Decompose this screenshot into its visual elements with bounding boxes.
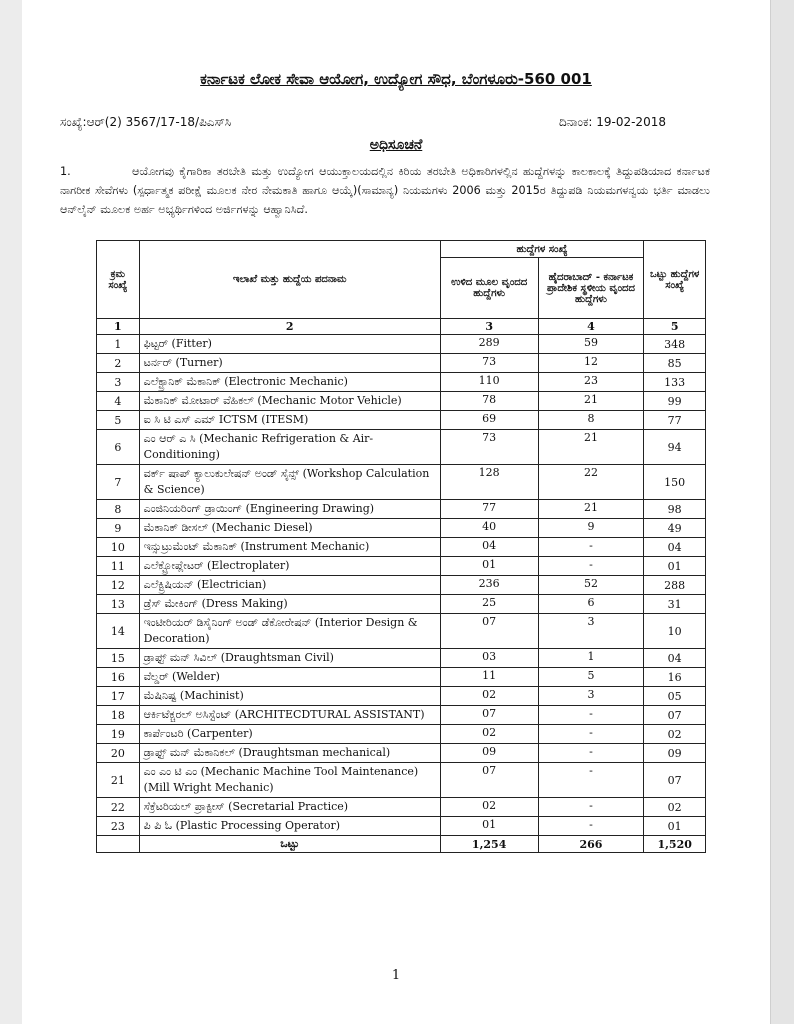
hk-posts-cell: 9	[538, 519, 644, 538]
serial-number-cell: 16	[97, 668, 140, 687]
hk-posts-cell: 21	[538, 392, 644, 411]
table-row	[97, 706, 706, 725]
table-row	[97, 538, 706, 557]
header-group: ಹುದ್ದೆಗಳ ಸಂಖ್ಯೆ	[440, 241, 644, 258]
hk-posts-cell: 3	[538, 687, 644, 706]
serial-number-cell: 12	[97, 576, 140, 595]
total-posts-cell: 04	[644, 649, 706, 668]
table-row	[97, 668, 706, 687]
total-posts-cell: 288	[644, 576, 706, 595]
residual-posts-cell: 09	[440, 744, 538, 763]
document-page	[22, 0, 770, 1024]
table-row	[97, 576, 706, 595]
serial-number-cell: 21	[97, 763, 140, 798]
serial-number-cell: 9	[97, 519, 140, 538]
table-row	[97, 817, 706, 836]
hk-posts-cell: -	[538, 725, 644, 744]
residual-posts-cell: 236	[440, 576, 538, 595]
total-hk-cell: 266	[538, 836, 644, 853]
table-row	[97, 744, 706, 763]
residual-posts-cell: 77	[440, 500, 538, 519]
serial-number-cell: 8	[97, 500, 140, 519]
reference-number: ಸಂಖ್ಯೆ:ಆರ್(2) 3567/17-18/ಪಿಎಸ್‌ಸಿ	[60, 115, 232, 129]
total-posts-cell: 02	[644, 725, 706, 744]
table-row	[97, 519, 706, 538]
post-name-cell: ಎಲೆಕ್ಟ್ರೋಪ್ಲೇಟರ್ (Electroplater)	[139, 557, 440, 576]
table-row	[97, 465, 706, 500]
total-posts-sum-cell: 1,520	[644, 836, 706, 853]
total-posts-cell: 10	[644, 614, 706, 649]
post-name-cell: ಎಲೆಕ್ಟ್ರಾನಿಕ್ ಮೆಕಾನಿಕ್ (Electronic Mechanic)	[139, 373, 440, 392]
total-posts-cell: 77	[644, 411, 706, 430]
total-posts-cell: 02	[644, 798, 706, 817]
notification-heading: ಅಧಿಸೂಚನೆ	[369, 137, 423, 153]
serial-number-cell: 7	[97, 465, 140, 500]
hk-posts-cell: 21	[538, 500, 644, 519]
hk-posts-cell: -	[538, 798, 644, 817]
residual-posts-cell: 07	[440, 614, 538, 649]
table-row	[97, 335, 706, 354]
serial-number-cell: 18	[97, 706, 140, 725]
header-residual-posts: ಉಳಿದ ಮೂಲ ವೃಂದದ ಹುದ್ದೆಗಳು	[440, 258, 538, 319]
residual-posts-cell: 02	[440, 798, 538, 817]
table-row	[97, 430, 706, 465]
post-name-cell: ಇನ್ಸುಟ್ರುಮೆಂಟ್ ಮೆಕಾನಿಕ್ (Instrument Mechanic)	[139, 538, 440, 557]
column-number-row	[97, 319, 706, 335]
hk-posts-cell: 6	[538, 595, 644, 614]
hk-posts-cell: -	[538, 817, 644, 836]
total-posts-cell: 01	[644, 817, 706, 836]
post-name-cell: ವೆಲ್ಡರ್ (Welder)	[139, 668, 440, 687]
hk-posts-cell: -	[538, 538, 644, 557]
total-posts-cell: 16	[644, 668, 706, 687]
residual-posts-cell: 02	[440, 687, 538, 706]
hk-posts-cell: 23	[538, 373, 644, 392]
serial-number-cell: 6	[97, 430, 140, 465]
serial-number-cell: 14	[97, 614, 140, 649]
residual-posts-cell: 04	[440, 538, 538, 557]
hk-posts-cell: 59	[538, 335, 644, 354]
total-posts-cell: 133	[644, 373, 706, 392]
residual-posts-cell: 07	[440, 706, 538, 725]
serial-number-cell: 11	[97, 557, 140, 576]
next-page-edge	[770, 0, 794, 1024]
post-name-cell: ಡ್ರೆಸ್ ಮೇಕಿಂಗ್ (Dress Making)	[139, 595, 440, 614]
serial-number-cell: 3	[97, 373, 140, 392]
residual-posts-cell: 73	[440, 354, 538, 373]
total-posts-cell: 49	[644, 519, 706, 538]
residual-posts-cell: 01	[440, 817, 538, 836]
hk-posts-cell: -	[538, 557, 644, 576]
post-name-cell: ಫಿಟ್ಟರ್ (Fitter)	[139, 335, 440, 354]
serial-number-cell: 19	[97, 725, 140, 744]
header-sl: ಕ್ರಮ ಸಂಖ್ಯೆ	[97, 241, 140, 319]
residual-posts-cell: 73	[440, 430, 538, 465]
table-row	[97, 649, 706, 668]
paragraph-text: ಆಯೋಗವು ಕೈಗಾರಿಕಾ ತರಬೇತಿ ಮತ್ತು ಉದ್ಯೋಗ ಆಯುಕ್ತಾಲಯದಲ್ಲಿನ ಕಿರಿಯ ತರಬೇತಿ ಅಧಿಕಾರಿಗಳಲ್ಲಿನ ಹುದ್ದೆಗಳನ್ನು ಕಾಲಕಾಲಕ್ಕೆ ತಿದ್ದುಪಡಿಯಾದ ಕರ್ನಾಟಕ ನಾಗರೀಕ ಸೇವೆಗಳು (ಸ್ಪರ್ಧಾತ್ಮಕ ಪರೀಕ್ಷೆ ಮೂಲಕ ನೇರ ನೇಮಕಾತಿ ಹಾಗೂ ಆಯ್ಕೆ)(ಸಾಮಾನ್ಯ) ನಿಯಮಗಳು 2006 ಮತ್ತು 2015ರ ತಿದ್ದುಪಡಿ ನಿಯಮಗಳನ್ವಯ ಭರ್ತಿ ಮಾಡಲು ಆನ್‌ಲೈನ್ ಮೂಲಕ ಅರ್ಹ ಅಭ್ಯರ್ಥಿಗಳಿಂದ ಅರ್ಜಿಗಳನ್ನು ಆಹ್ವಾನಿಸಿದೆ.	[60, 165, 710, 216]
page-number: 1	[391, 968, 401, 983]
post-name-cell: ಮೆಷಿನಿಷ್ಟ (Machinist)	[139, 687, 440, 706]
table-row	[97, 500, 706, 519]
table-row	[97, 557, 706, 576]
table-row	[97, 373, 706, 392]
paragraph-number: 1.	[60, 165, 71, 178]
serial-number-cell: 5	[97, 411, 140, 430]
total-posts-cell: 348	[644, 335, 706, 354]
residual-posts-cell: 02	[440, 725, 538, 744]
post-name-cell: ವರ್ಕ್ ಷಾಪ್ ಕ್ಯಾಲುಕುಲೇಷನ್ ಅಂಡ್ ಸೈನ್ಸ್ (Workshop Calculation & Science)	[139, 465, 440, 500]
total-label-cell: ಒಟ್ಟು	[139, 836, 440, 853]
total-posts-cell: 09	[644, 744, 706, 763]
table-row	[97, 354, 706, 373]
post-name-cell: ಕಾರ್ಪೆಂಟರಿ (Carpenter)	[139, 725, 440, 744]
serial-number-cell: 20	[97, 744, 140, 763]
post-name-cell: ಆರ್ಕಿಟೆಕ್ಚರಲ್ ಅಸಿಸ್ಟೆಂಟ್ (ARCHITECDTURAL ASSISTANT)	[139, 706, 440, 725]
serial-number-cell: 15	[97, 649, 140, 668]
total-posts-cell: 07	[644, 763, 706, 798]
post-name-cell: ಐ ಸಿ ಟಿ ಎಸ್ ಎಮ್ ICTSM (ITESM)	[139, 411, 440, 430]
hk-posts-cell: 1	[538, 649, 644, 668]
total-posts-cell: 150	[644, 465, 706, 500]
post-name-cell: ಟರ್ನರ್ (Turner)	[139, 354, 440, 373]
hk-posts-cell: 22	[538, 465, 644, 500]
total-posts-cell: 01	[644, 557, 706, 576]
hk-posts-cell: 8	[538, 411, 644, 430]
column-number: 4	[538, 319, 644, 335]
header-hk-posts: ಹೈದರಾಬಾದ್ - ಕರ್ನಾಟಕ ಪ್ರಾದೇಶಿಕ ಸ್ಥಳೀಯ ವೃಂದದ ಹುದ್ದೆಗಳು	[538, 258, 644, 319]
column-number: 1	[97, 319, 140, 335]
serial-number-cell: 10	[97, 538, 140, 557]
post-name-cell: ಸೆಕ್ರೆಟರಿಯಲ್ ಪ್ರಾಕ್ಟೀಸ್ (Secretarial Practice)	[139, 798, 440, 817]
post-name-cell: ಎಲೆಕ್ಟ್ರಿಷಿಯನ್ (Electrician)	[139, 576, 440, 595]
total-posts-cell: 98	[644, 500, 706, 519]
total-posts-cell: 85	[644, 354, 706, 373]
post-name-cell: ಇಂಟೀರಿಯರ್ ಡಿಸೈನಿಂಗ್ ಅಂಡ್ ಡೆಕೋರೇಷನ್ (Interior Design & Decoration)	[139, 614, 440, 649]
total-posts-cell: 07	[644, 706, 706, 725]
table-row	[97, 763, 706, 798]
post-name-cell: ಮೆಕಾನಿಕ್ ಮೋಟಾರ್ ವೆಹಿಕಲ್ (Mechanic Motor Vehicle)	[139, 392, 440, 411]
total-posts-cell: 05	[644, 687, 706, 706]
serial-number-cell: 17	[97, 687, 140, 706]
serial-number-cell: 1	[97, 335, 140, 354]
header-total-posts: ಒಟ್ಟು ಹುದ್ದೆಗಳ ಸಂಖ್ಯೆ	[644, 241, 706, 319]
table-row	[97, 595, 706, 614]
post-name-cell: ಡ್ರಾಫ್ಟ್ ಮನ್ ಮೆಕಾನಿಕಲ್ (Draughtsman mechanical)	[139, 744, 440, 763]
total-posts-cell: 99	[644, 392, 706, 411]
hk-posts-cell: 21	[538, 430, 644, 465]
serial-number-cell: 4	[97, 392, 140, 411]
hk-posts-cell: 3	[538, 614, 644, 649]
post-name-cell: ಪಿ ಪಿ ಓ (Plastic Processing Operator)	[139, 817, 440, 836]
hk-posts-cell: -	[538, 763, 644, 798]
post-name-cell: ಡ್ರಾಫ್ಟ್ ಮನ್ ಸಿವಿಲ್ (Draughtsman Civil)	[139, 649, 440, 668]
hk-posts-cell: 52	[538, 576, 644, 595]
column-number: 5	[644, 319, 706, 335]
serial-number-cell: 2	[97, 354, 140, 373]
residual-posts-cell: 69	[440, 411, 538, 430]
hk-posts-cell: 12	[538, 354, 644, 373]
column-number: 3	[440, 319, 538, 335]
hk-posts-cell: -	[538, 744, 644, 763]
hk-posts-cell: 5	[538, 668, 644, 687]
table-row	[97, 687, 706, 706]
table-row	[97, 411, 706, 430]
total-posts-cell: 04	[644, 538, 706, 557]
serial-number-cell: 13	[97, 595, 140, 614]
total-posts-cell: 94	[644, 430, 706, 465]
residual-posts-cell: 11	[440, 668, 538, 687]
residual-posts-cell: 07	[440, 763, 538, 798]
column-number: 2	[139, 319, 440, 335]
total-row	[97, 836, 706, 853]
header-name: ಇಲಾಖೆ ಮತ್ತು ಹುದ್ದೆಯ ಪದನಾಮ	[139, 241, 440, 319]
document-title: ಕರ್ನಾಟಕ ಲೋಕ ಸೇವಾ ಆಯೋಗ, ಉದ್ಯೋಗ ಸೌಧ, ಬೆಂಗಳೂರು-560 001	[200, 70, 592, 88]
total-blank-cell	[97, 836, 140, 853]
hk-posts-cell: -	[538, 706, 644, 725]
total-posts-cell: 31	[644, 595, 706, 614]
post-name-cell: ಎಂ ಎಂ ಟಿ ಎಂ (Mechanic Machine Tool Maintenance) (Mill Wright Mechanic)	[139, 763, 440, 798]
residual-posts-cell: 25	[440, 595, 538, 614]
residual-posts-cell: 289	[440, 335, 538, 354]
serial-number-cell: 23	[97, 817, 140, 836]
serial-number-cell: 22	[97, 798, 140, 817]
intro-paragraph	[60, 162, 710, 219]
table-row	[97, 798, 706, 817]
table-row	[97, 614, 706, 649]
residual-posts-cell: 40	[440, 519, 538, 538]
residual-posts-cell: 78	[440, 392, 538, 411]
vacancy-table	[96, 240, 706, 853]
residual-posts-cell: 110	[440, 373, 538, 392]
notification-date: ದಿನಾಂಕ: 19-02-2018	[559, 115, 666, 129]
post-name-cell: ಎಂಜಿನಿಯರಿಂಗ್ ಡ್ರಾಯಿಂಗ್ (Engineering Drawing)	[139, 500, 440, 519]
table-row	[97, 725, 706, 744]
residual-posts-cell: 128	[440, 465, 538, 500]
post-name-cell: ಎಂ ಆರ್ ಎ ಸಿ (Mechanic Refrigeration & Air-Conditioning)	[139, 430, 440, 465]
residual-posts-cell: 03	[440, 649, 538, 668]
post-name-cell: ಮೆಕಾನಿಕ್ ಡೀಸಲ್ (Mechanic Diesel)	[139, 519, 440, 538]
residual-posts-cell: 01	[440, 557, 538, 576]
table-row	[97, 392, 706, 411]
total-residual-cell: 1,254	[440, 836, 538, 853]
